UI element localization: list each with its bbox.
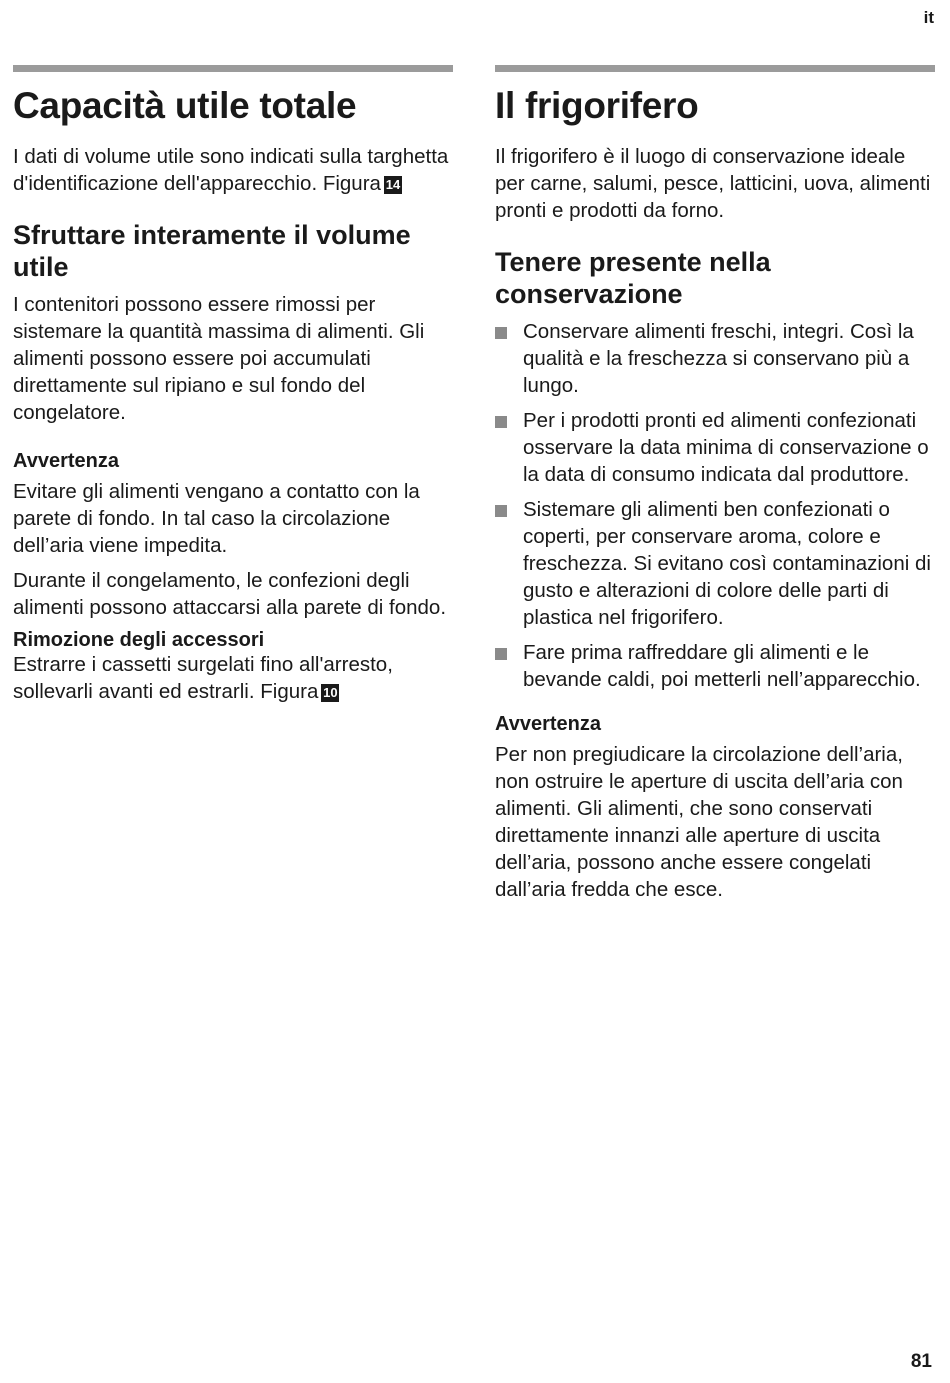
- heading-removal: Rimozione degli accessori: [13, 629, 265, 651]
- figure-ref-10: 10: [323, 685, 338, 700]
- bullet-square-icon: [495, 505, 507, 517]
- note-left-paragraph-1: Evitare gli alimenti vengano a contatto con la parete di fondo. In tal caso la circolazione dell’aria viene impedita.: [13, 480, 420, 557]
- section-rule: [495, 65, 935, 72]
- removal-text-body: Estrarre i cassetti surgelati fino all'arresto, sollevarli avanti ed estrarli. Figura: [13, 653, 393, 703]
- note-left-paragraph-2: Durante il congelamento, le confezioni degli alimenti possono attaccarsi alla parete di fondo.: [13, 569, 447, 619]
- note-heading-left: Avvertenza: [13, 450, 119, 472]
- storage-bullet-list: [495, 318, 935, 693]
- list-item: Sistemare gli alimenti ben confezionati o coperti, per conservare aroma, colore e freschezza. Si evitano così contaminazioni di gusto e alterazioni di colore delle parti di plastica nel frigorifero.: [495, 496, 935, 631]
- section-rule: [13, 65, 453, 72]
- figure-ref-14: 14: [385, 177, 401, 192]
- language-label: it: [923, 8, 934, 27]
- note-right-text: Per non pregiudicare la circolazione dell’aria, non ostruire le aperture di uscita dell’aria con alimenti. Gli alimenti, che sono conservati direttamente innanzi alle aperture di uscita dell’aria, possono anche essere congelati dall’aria fredda che esce.: [495, 743, 903, 901]
- title-capacity: Capacità utile totale: [13, 85, 357, 126]
- heading-storage-notes: Tenere presente nella conservazione: [495, 247, 771, 309]
- left-column: [13, 65, 453, 705]
- capacity-intro: [13, 143, 453, 197]
- removal-text: [13, 651, 453, 705]
- title-fridge: Il frigorifero: [495, 85, 699, 126]
- capacity-intro-text: I dati di volume utile sono indicati sulla targhetta d'identificazione dell'apparecchio. Figura: [13, 145, 449, 195]
- list-item: Conservare alimenti freschi, integri. Così la qualità e la freschezza si conservano più a lungo.: [495, 318, 935, 399]
- list-item: Per i prodotti pronti ed alimenti confezionati osservare la data minima di conservazione o la data di consumo indicata dal produttore.: [495, 407, 935, 488]
- bullet-square-icon: [495, 648, 507, 660]
- use-volume-text: I contenitori possono essere rimossi per sistemare la quantità massima di alimenti. Gli alimenti possono essere poi accumulati direttamente sul ripiano e sul fondo del congelatore.: [13, 293, 425, 424]
- fridge-intro: Il frigorifero è il luogo di conservazione ideale per carne, salumi, pesce, latticini, uova, alimenti pronti e prodotti da forno.: [495, 145, 931, 222]
- note-heading-right: Avvertenza: [495, 713, 601, 735]
- right-column: [495, 65, 935, 903]
- page-number: 81: [910, 1351, 932, 1372]
- bullet-square-icon: [495, 416, 507, 428]
- bullet-square-icon: [495, 327, 507, 339]
- heading-use-volume: Sfruttare interamente il volume utile: [13, 220, 411, 282]
- list-item: Fare prima raffreddare gli alimenti e le bevande caldi, poi metterli nell’apparecchio.: [495, 639, 935, 693]
